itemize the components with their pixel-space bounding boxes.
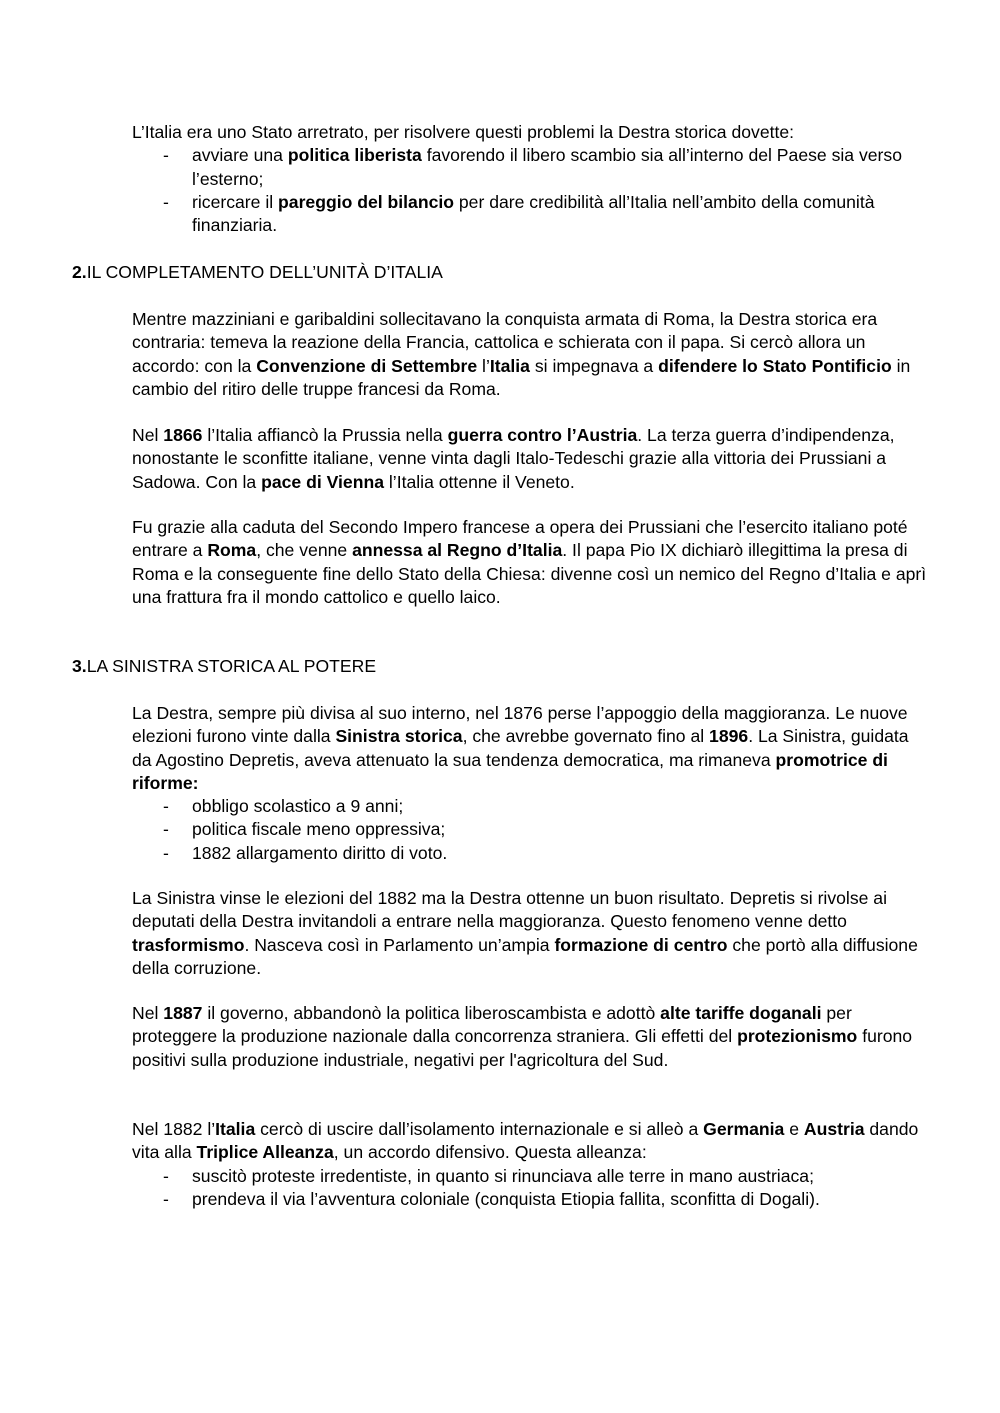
- text-run: per dare credibilità all’Italia nell’ambito della comunità finanziaria.: [192, 191, 875, 236]
- section-title: IL COMPLETAMENTO DELL’UNITÀ D’ITALIA: [86, 262, 443, 282]
- text-run: , un accordo difensivo. Questa alleanza:: [333, 1142, 647, 1163]
- bold-text: 1896: [709, 726, 749, 747]
- bold-text: politica liberista: [287, 145, 422, 166]
- text-run: . Il papa Pio IX dichiarò illegittima la presa di Roma e la conseguente fine dello Stato della Chiesa: divenne così un nemico del Regno d’Italia e aprì una frattura fra il mondo cattolico e quello laico.: [132, 540, 927, 607]
- paragraph: [132, 887, 932, 980]
- text-run: , che venne: [256, 540, 353, 561]
- text-run: si impegnava a: [529, 355, 659, 376]
- bold-text: Germania: [703, 1119, 785, 1139]
- bold-text: Austria: [803, 1119, 865, 1139]
- bold-text: pareggio del bilancio: [278, 191, 454, 212]
- intro-line: L’Italia era uno Stato arretrato, per risolvere questi problemi la Destra storica dovette:: [132, 122, 795, 142]
- text-run: che portò alla diffusione della corruzione.: [132, 934, 918, 978]
- text-run: l’Italia ottenne il Veneto.: [384, 471, 575, 492]
- list-item: - prendeva il via l’avventura coloniale (conquista Etiopia fallita, sconfitta di Dogali).: [132, 1188, 932, 1211]
- bold-text: Sinistra storica: [335, 726, 463, 747]
- text-run: Nel: [132, 1003, 164, 1023]
- text-run: il governo, abbandonò la politica liberoscambista e adottò: [202, 1003, 661, 1023]
- text-run: l’Italia affiancò la Prussia nella: [202, 425, 448, 445]
- text-run: l’: [477, 355, 490, 376]
- section-heading-2: [72, 261, 443, 284]
- list-item: - politica fiscale meno oppressiva;: [132, 818, 932, 841]
- bold-text: pace di Vienna: [261, 471, 384, 492]
- reforms-block: [132, 702, 932, 865]
- text-run: per proteggere la produzione nazionale dalla concorrenza straniera. Gli effetti del: [132, 1003, 852, 1047]
- bold-text: difendere lo Stato Pontificio: [658, 355, 892, 376]
- text-run: favorendo il libero scambio sia all’interno del Paese sia verso l’esterno;: [192, 145, 902, 189]
- text-run: . La terza guerra d’indipendenza, nonostante le sconfitte italiane, venne vinta dagli Italo-Tedeschi grazie alla vittoria dei Prussiani a Sadowa. Con la: [132, 425, 895, 492]
- alliance-block: [132, 1118, 932, 1211]
- section-heading-3: [72, 655, 376, 678]
- bold-text: Italia: [489, 355, 530, 376]
- paragraph: [132, 516, 932, 609]
- text-run: Nel 1882 l’: [132, 1119, 216, 1139]
- text-run: Nel: [132, 425, 164, 445]
- text-run: La Sinistra vinse le elezioni del 1882 ma la Destra ottenne un buon risultato. Depretis si rivolse ai deputati della Destra invitandoli a entrare nella maggioranza. Questo fenomeno venne detto: [132, 888, 887, 932]
- bold-text: Italia: [215, 1119, 256, 1139]
- list-item: [132, 144, 932, 191]
- section-number: 2.: [72, 262, 87, 282]
- list-item: - obbligo scolastico a 9 anni;: [132, 795, 932, 818]
- paragraph: [132, 308, 932, 401]
- list-item: [132, 191, 932, 238]
- bold-text: Roma: [207, 540, 257, 561]
- bold-text: guerra contro l’Austria: [447, 425, 638, 445]
- text-run: avviare una: [192, 145, 288, 166]
- section-title: LA SINISTRA STORICA AL POTERE: [86, 656, 377, 676]
- bold-text: protezionismo: [737, 1026, 858, 1047]
- text-run: La Destra, sempre più divisa al suo interno, nel 1876 perse l’appoggio della maggioranza. Le nuove elezioni furono vinte dalla: [132, 703, 908, 747]
- bold-text: 1887: [163, 1003, 203, 1023]
- paragraph: [132, 424, 932, 494]
- list-item: - suscitò proteste irredentiste, in quanto si rinunciava alle terre in mano austriaca;: [132, 1165, 932, 1188]
- text-run: . Nasceva così in Parlamento un’ampia: [244, 934, 555, 955]
- text-run: , che avrebbe governato fino al: [462, 726, 710, 747]
- text-run: cercò di uscire dall’isolamento internazionale e si alleò a: [255, 1119, 704, 1139]
- text-run: dando vita alla: [132, 1119, 919, 1163]
- text-run: ricercare il: [192, 191, 279, 212]
- text-run: furono positivi sulla produzione industriale, negativi per l'agricoltura del Sud.: [132, 1026, 913, 1070]
- intro-list: [132, 144, 932, 237]
- text-run: e: [784, 1119, 804, 1139]
- text-run: in cambio del ritiro delle truppe francesi da Roma.: [132, 355, 911, 399]
- paragraph: [132, 1118, 932, 1165]
- bold-text: alte tariffe doganali: [660, 1003, 822, 1023]
- reforms-list: [132, 795, 932, 865]
- bold-text: trasformismo: [132, 934, 245, 955]
- paragraph: [132, 1002, 932, 1072]
- list-item: - 1882 allargamento diritto di voto.: [132, 842, 932, 865]
- bold-text: Convenzione di Settembre: [256, 355, 478, 376]
- text-run: . La Sinistra, guidata da Agostino Depretis, aveva attenuato la sua tendenza democratica, ma rimaneva: [132, 726, 909, 770]
- bold-text: Triplice Alleanza: [196, 1142, 334, 1163]
- bold-text: 1866: [163, 425, 203, 445]
- section-number: 3.: [72, 656, 87, 676]
- alliance-list: [132, 1165, 932, 1212]
- bold-text: promotrice di riforme:: [132, 749, 888, 793]
- intro-block: [132, 121, 932, 237]
- text-run: Mentre mazziniani e garibaldini sollecitavano la conquista armata di Roma, la Destra storica era contraria: temeva la reazione della Francia, cattolica e schierata con il papa. Si cercò allora un accordo: con la: [132, 309, 878, 376]
- text-run: Fu grazie alla caduta del Secondo Impero francese a opera dei Prussiani che l’esercito italiano poté entrare a: [132, 517, 908, 561]
- bold-text: annessa al Regno d’Italia: [352, 540, 563, 561]
- paragraph: [132, 702, 932, 795]
- bold-text: formazione di centro: [554, 934, 728, 955]
